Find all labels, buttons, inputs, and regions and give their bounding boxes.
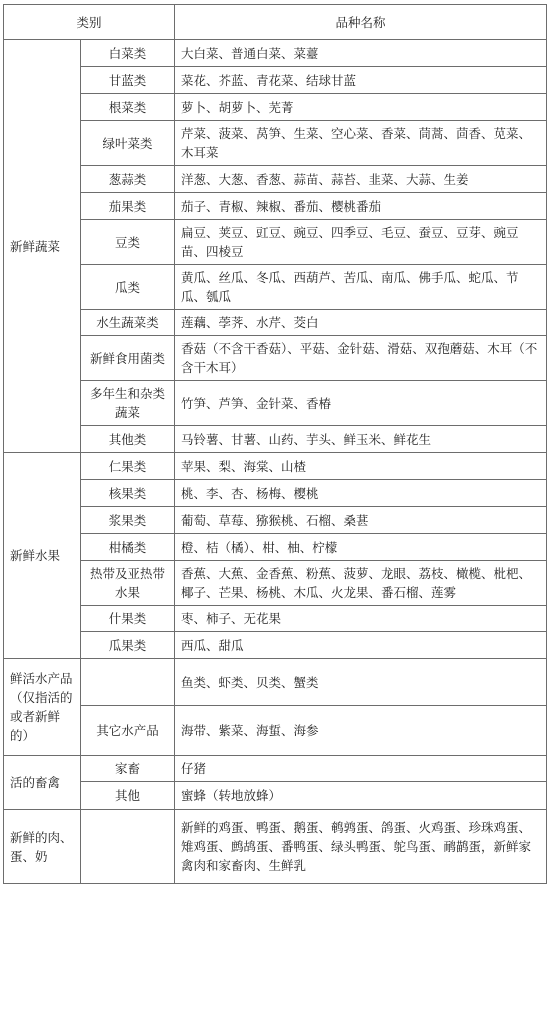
variety-cell: 香蕉、大蕉、金香蕉、粉蕉、菠萝、龙眼、荔枝、橄榄、枇杷、椰子、芒果、杨桃、木瓜、火龙果、番石榴、莲雾 xyxy=(175,561,547,606)
table-row xyxy=(4,453,547,480)
table-row xyxy=(4,40,547,67)
table-header-row xyxy=(4,5,547,40)
subcategory-cell: 茄果类 xyxy=(81,193,175,220)
variety-cell: 洋葱、大葱、香葱、蒜苗、蒜苔、韭菜、大蒜、生姜 xyxy=(175,166,547,193)
subcategory-cell: 其他类 xyxy=(81,426,175,453)
variety-cell: 大白菜、普通白菜、菜薹 xyxy=(175,40,547,67)
category-cell: 活的畜禽 xyxy=(4,756,81,810)
table-row xyxy=(4,810,547,884)
table-row xyxy=(4,310,547,336)
table-row xyxy=(4,756,547,782)
subcategory-cell: 绿叶菜类 xyxy=(81,121,175,166)
subcategory-cell: 根菜类 xyxy=(81,94,175,121)
subcategory-cell xyxy=(81,659,175,706)
subcategory-cell: 热带及亚热带水果 xyxy=(81,561,175,606)
table-row xyxy=(4,659,547,706)
table-row xyxy=(4,534,547,561)
variety-cell: 扁豆、荚豆、豇豆、豌豆、四季豆、毛豆、蚕豆、豆芽、豌豆苗、四棱豆 xyxy=(175,220,547,265)
subcategory-cell: 什果类 xyxy=(81,606,175,632)
variety-cell: 桃、李、杏、杨梅、樱桃 xyxy=(175,480,547,507)
subcategory-cell: 瓜果类 xyxy=(81,632,175,659)
subcategory-cell: 多年生和杂类蔬菜 xyxy=(81,381,175,426)
subcategory-cell: 柑橘类 xyxy=(81,534,175,561)
variety-cell: 鱼类、虾类、贝类、蟹类 xyxy=(175,659,547,706)
table-row xyxy=(4,193,547,220)
variety-cell: 新鲜的鸡蛋、鸭蛋、鹅蛋、鹌鹑蛋、鸽蛋、火鸡蛋、珍珠鸡蛋、雉鸡蛋、鹧鸪蛋、番鸭蛋、绿头鸭蛋、鸵鸟蛋、鸸鹋蛋，新鲜家禽肉和家畜肉、生鲜乳 xyxy=(175,810,547,884)
subcategory-cell: 新鲜食用菌类 xyxy=(81,336,175,381)
table-row xyxy=(4,94,547,121)
variety-cell: 蜜蜂（转地放蜂） xyxy=(175,782,547,810)
table-row xyxy=(4,220,547,265)
table-row xyxy=(4,426,547,453)
category-cell: 鲜活水产品（仅指活的或者新鲜的） xyxy=(4,659,81,756)
table-row xyxy=(4,336,547,381)
variety-cell: 葡萄、草莓、猕猴桃、石榴、桑葚 xyxy=(175,507,547,534)
variety-cell: 苹果、梨、海棠、山楂 xyxy=(175,453,547,480)
table-row xyxy=(4,561,547,606)
variety-cell: 橙、桔（橘）、柑、柚、柠檬 xyxy=(175,534,547,561)
header-category: 类别 xyxy=(4,5,175,40)
subcategory-cell: 甘蓝类 xyxy=(81,67,175,94)
subcategory-cell: 仁果类 xyxy=(81,453,175,480)
table-body xyxy=(4,40,547,884)
category-cell: 新鲜的肉、蛋、奶 xyxy=(4,810,81,884)
subcategory-cell: 白菜类 xyxy=(81,40,175,67)
table-row xyxy=(4,480,547,507)
variety-cell: 西瓜、甜瓜 xyxy=(175,632,547,659)
table-row xyxy=(4,166,547,193)
table-row xyxy=(4,381,547,426)
variety-cell: 菜花、芥蓝、青花菜、结球甘蓝 xyxy=(175,67,547,94)
variety-cell: 香菇（不含干香菇）、平菇、金针菇、滑菇、双孢蘑菇、木耳（不含干木耳） xyxy=(175,336,547,381)
subcategory-cell: 水生蔬菜类 xyxy=(81,310,175,336)
category-cell: 新鲜水果 xyxy=(4,453,81,659)
variety-cell: 萝卜、胡萝卜、芜菁 xyxy=(175,94,547,121)
variety-cell: 芹菜、菠菜、莴笋、生菜、空心菜、香菜、茼蒿、茴香、苋菜、木耳菜 xyxy=(175,121,547,166)
category-cell: 新鲜蔬菜 xyxy=(4,40,81,453)
subcategory-cell: 核果类 xyxy=(81,480,175,507)
table-row xyxy=(4,632,547,659)
table-row xyxy=(4,706,547,756)
subcategory-cell: 瓜类 xyxy=(81,265,175,310)
variety-cell: 马铃薯、甘薯、山药、芋头、鲜玉米、鲜花生 xyxy=(175,426,547,453)
variety-cell: 茄子、青椒、辣椒、番茄、樱桃番茄 xyxy=(175,193,547,220)
subcategory-cell: 家畜 xyxy=(81,756,175,782)
variety-cell: 竹笋、芦笋、金针菜、香椿 xyxy=(175,381,547,426)
table-row xyxy=(4,67,547,94)
table-row xyxy=(4,782,547,810)
variety-cell: 枣、柿子、无花果 xyxy=(175,606,547,632)
subcategory-cell: 豆类 xyxy=(81,220,175,265)
variety-cell: 黄瓜、丝瓜、冬瓜、西葫芦、苦瓜、南瓜、佛手瓜、蛇瓜、节瓜、瓠瓜 xyxy=(175,265,547,310)
table-row xyxy=(4,507,547,534)
category-table xyxy=(3,4,547,884)
variety-cell: 海带、紫菜、海蜇、海参 xyxy=(175,706,547,756)
variety-cell: 仔猪 xyxy=(175,756,547,782)
header-variety: 品种名称 xyxy=(175,5,547,40)
subcategory-cell: 葱蒜类 xyxy=(81,166,175,193)
table-row xyxy=(4,606,547,632)
table-row xyxy=(4,265,547,310)
subcategory-cell: 浆果类 xyxy=(81,507,175,534)
subcategory-cell: 其它水产品 xyxy=(81,706,175,756)
variety-cell: 莲藕、荸荠、水芹、茭白 xyxy=(175,310,547,336)
table-row xyxy=(4,121,547,166)
subcategory-cell xyxy=(81,810,175,884)
subcategory-cell: 其他 xyxy=(81,782,175,810)
